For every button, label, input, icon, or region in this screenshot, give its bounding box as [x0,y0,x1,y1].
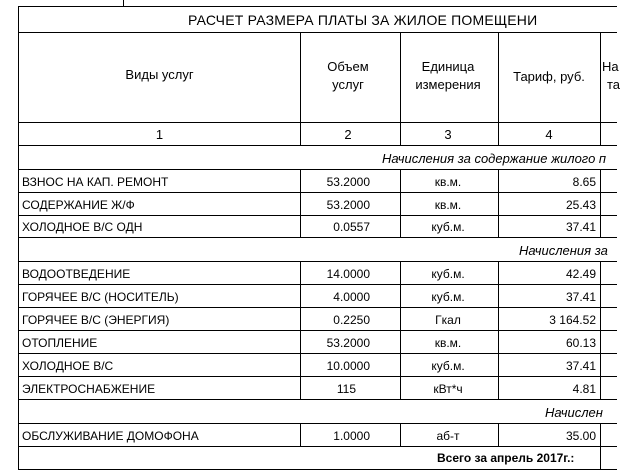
row-tariff: 25.43 [565,198,596,212]
row-volume: 4.0000 [333,290,370,304]
grid-line [123,0,124,6]
row-service: СОДЕРЖАНИЕ Ж/Ф [22,198,135,212]
row-service: ОБСЛУЖИВАНИЕ ДОМОФОНА [22,429,199,443]
grid-line [600,32,601,146]
row-unit: кв.м. [434,198,462,212]
grid-line [18,32,617,33]
grid-line [18,145,617,146]
grid-line [400,261,401,400]
total-label: Всего за апрель 2017г.: [437,451,575,465]
row-volume: 115 [336,382,356,396]
grid-line [400,423,401,447]
row-service: ВЗНОС НА КАП. РЕМОНТ [22,175,169,189]
row-service: ВОДООТВЕДЕНИЕ [22,267,131,281]
row-unit: кВт*ч [433,382,463,396]
grid-line [18,169,617,170]
header-tariff: Тариф, руб. [513,69,585,84]
grid-line [18,307,617,308]
row-unit: куб.м. [431,359,465,373]
row-service: ГОРЯЧЕЕ В/С (ЭНЕРГИЯ) [22,313,170,327]
grid-line [300,169,301,238]
row-volume: 1.0000 [333,429,370,443]
grid-line [18,446,617,447]
grid-line [18,6,617,7]
row-tariff: 42.49 [565,267,596,281]
grid-line [18,6,19,470]
row-tariff: 35.00 [565,429,596,443]
header-volume [300,58,396,94]
grid-line [18,399,617,400]
row-volume: 53.2000 [326,175,370,189]
row-volume: 10.0000 [326,359,370,373]
grid-line [18,192,617,193]
grid-line [18,353,617,354]
row-service: ОТОПЛЕНИЕ [22,336,98,350]
grid-line [300,32,301,146]
grid-line [300,261,301,400]
header-next-line2: та [607,77,620,92]
row-tariff: 4.81 [572,382,596,396]
row-unit: куб.м. [431,267,465,281]
column-number-4: 4 [545,127,553,142]
column-number-3: 3 [444,127,452,142]
grid-line [498,32,499,146]
row-tariff: 60.13 [565,336,596,350]
grid-line [300,423,301,447]
grid-line [498,423,499,447]
row-tariff: 8.65 [572,175,596,189]
header-unit-line2: измерения [415,77,481,92]
page-title: РАСЧЕТ РАЗМЕРА ПЛАТЫ ЗА ЖИЛОЕ ПОМЕЩЕНИ [188,12,538,28]
row-unit: Гкал [435,313,461,327]
header-volume-line2: услуг [332,77,364,92]
header-next-line1: На [602,59,619,74]
row-unit: куб.м. [431,220,465,234]
grid-line [18,423,617,424]
grid-line [18,237,617,238]
grid-line [600,261,601,400]
grid-line [600,423,601,470]
grid-line [18,469,617,470]
header-unit [400,58,496,94]
header-service: Виды услуг [125,67,194,82]
grid-line [18,330,617,331]
grid-line [400,169,401,238]
row-service: ЭЛЕКТРОСНАБЖЕНИЕ [22,382,156,396]
row-service: ХОЛОДНОЕ В/С [22,359,114,373]
grid-line [18,215,617,216]
row-unit: аб-т [436,429,460,443]
row-volume: 53.2000 [326,198,370,212]
row-tariff: 37.41 [565,359,596,373]
header-next-column [602,58,620,94]
row-unit: куб.м. [431,290,465,304]
row-volume: 14.0000 [326,267,370,281]
grid-line [400,32,401,146]
section-label-housing: Начисления за содержание жилого п [382,151,607,166]
row-volume: 53.2000 [326,336,370,350]
row-tariff: 3 164.52 [549,313,596,327]
grid-line [498,261,499,400]
grid-line [498,169,499,238]
row-tariff: 37.41 [565,220,596,234]
header-volume-line1: Объем [327,59,369,74]
grid-line [18,122,617,123]
section-label-utilities: Начисления за [519,243,608,258]
grid-line [600,169,601,238]
column-number-2: 2 [344,127,352,142]
row-unit: кв.м. [434,336,462,350]
row-service: ГОРЯЧЕЕ В/С (НОСИТЕЛЬ) [22,290,179,304]
column-number-1: 1 [155,127,164,142]
row-service: ХОЛОДНОЕ В/С ОДН [22,220,143,234]
row-volume: 0.2250 [333,313,370,327]
header-unit-line1: Единица [421,59,475,74]
row-tariff: 37.41 [565,290,596,304]
section-label-other: Начислен [545,405,603,420]
grid-line [18,376,617,377]
grid-line [18,284,617,285]
grid-line [18,261,617,262]
row-unit: кв.м. [434,175,462,189]
row-volume: 0.0557 [333,220,370,234]
